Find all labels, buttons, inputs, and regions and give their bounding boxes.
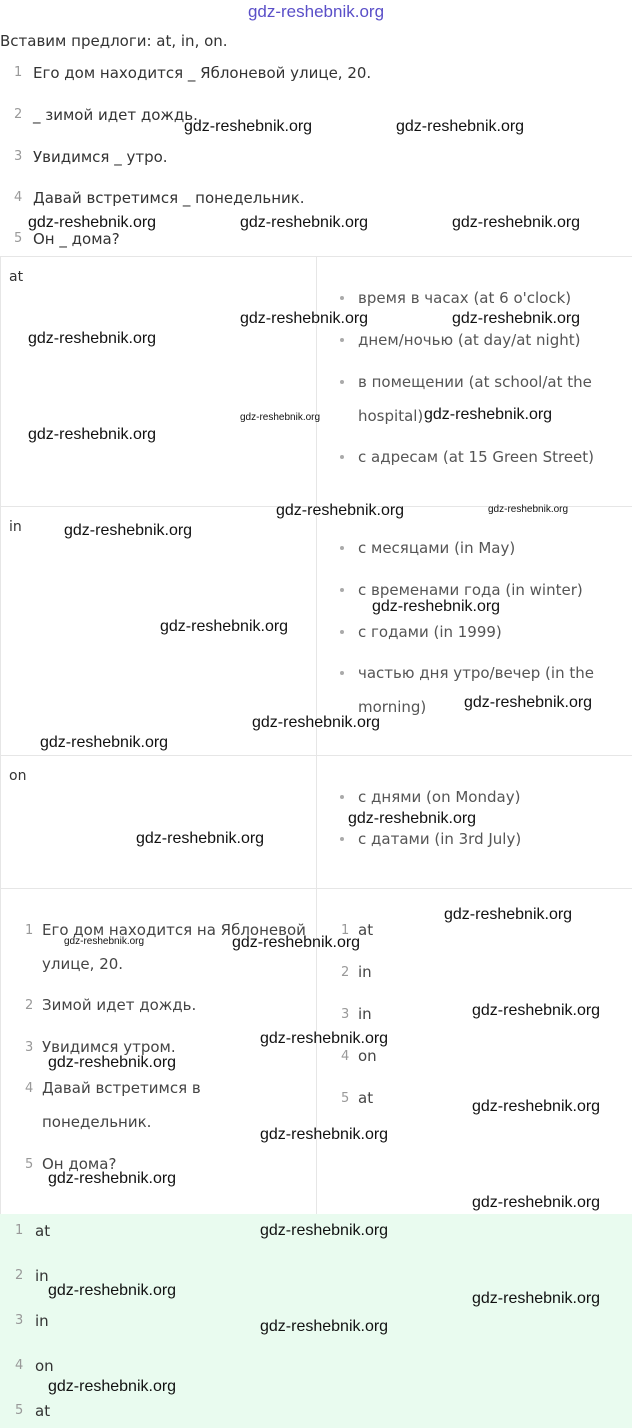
watermark: gdz-reshebnik.org (260, 1126, 389, 1143)
bullet-dot-icon (340, 837, 344, 841)
header-watermark: gdz-reshebnik.org (247, 2, 385, 21)
watermark: gdz-reshebnik.org (160, 618, 289, 635)
question-text: Увидимся _ утро. (33, 148, 168, 166)
bullet-dot-icon (340, 795, 344, 799)
rule-bullet-text: с днями (on Monday) (358, 788, 521, 806)
question-number: 1 (14, 65, 23, 80)
watermark: gdz-reshebnik.org (40, 734, 169, 751)
answer-number: 2 (341, 965, 350, 980)
rule-row-at (1, 256, 632, 506)
final-answer-number: 4 (15, 1358, 24, 1373)
sentence-text: Его дом находится на Яблоневой улице, 20. (42, 921, 306, 973)
question-text: _ зимой идет дождь. (33, 106, 198, 124)
watermark: gdz-reshebnik.org (240, 214, 369, 231)
rule-bullet-text: в помещении (at school/at the hospital) (358, 373, 592, 425)
rule-bullet-text: с месяцами (in May) (358, 539, 516, 557)
watermark: gdz-reshebnik.org (48, 1282, 177, 1299)
question-number: 2 (14, 107, 23, 122)
watermark: gdz-reshebnik.org (28, 426, 157, 443)
rule-bullet-text: с датами (in 3rd July) (358, 830, 522, 848)
final-answer-number: 1 (15, 1223, 24, 1238)
watermark: gdz-reshebnik.org (136, 830, 265, 847)
watermark: gdz-reshebnik.org (452, 214, 581, 231)
answer-text: in (358, 963, 372, 981)
watermark: gdz-reshebnik.org (444, 906, 573, 923)
watermark: gdz-reshebnik.org (472, 1098, 601, 1115)
watermark: gdz-reshebnik.org (64, 522, 193, 539)
watermark: gdz-reshebnik.org (472, 1290, 601, 1307)
watermark: gdz-reshebnik.org (240, 412, 321, 423)
answer-number: 1 (341, 923, 350, 938)
bullet-dot-icon (340, 455, 344, 459)
question-number: 5 (14, 231, 23, 246)
watermark: gdz-reshebnik.org (64, 936, 145, 947)
watermark: gdz-reshebnik.org (260, 1318, 389, 1335)
sentence-text: Зимой идет дождь. (42, 996, 197, 1014)
final-answer-number: 3 (15, 1313, 24, 1328)
sentence-text: Увидимся утром. (42, 1038, 176, 1056)
bullet-dot-icon (340, 546, 344, 550)
watermark: gdz-reshebnik.org (452, 310, 581, 327)
bullet-dot-icon (340, 296, 344, 300)
final-answer-text: in (35, 1267, 49, 1285)
answer-number: 3 (341, 1007, 350, 1022)
question-text: Его дом находится _ Яблоневой улице, 20. (33, 64, 372, 82)
final-answer-number: 5 (15, 1403, 24, 1418)
rule-label: at (9, 269, 24, 285)
watermark: gdz-reshebnik.org (488, 504, 569, 515)
final-answer-number: 2 (15, 1268, 24, 1283)
answer-text: on (358, 1047, 377, 1065)
answer-number: 5 (341, 1091, 350, 1106)
final-answer-text: at (35, 1222, 51, 1240)
rule-row-on (1, 755, 632, 888)
bullet-dot-icon (340, 630, 344, 634)
bullet-dot-icon (340, 588, 344, 592)
question-number: 4 (14, 190, 23, 205)
watermark: gdz-reshebnik.org (232, 934, 361, 951)
rule-label: in (9, 519, 22, 535)
watermark: gdz-reshebnik.org (276, 502, 405, 519)
watermark: gdz-reshebnik.org (252, 714, 381, 731)
watermark: gdz-reshebnik.org (28, 214, 157, 231)
watermark: gdz-reshebnik.org (372, 598, 501, 615)
sentence-number: 1 (25, 923, 34, 938)
watermark: gdz-reshebnik.org (396, 118, 525, 135)
rule-bullet-text: днем/ночью (at day/at night) (358, 331, 581, 349)
rule-bullet-text: с годами (in 1999) (358, 623, 502, 641)
watermark: gdz-reshebnik.org (28, 330, 157, 347)
watermark: gdz-reshebnik.org (48, 1170, 177, 1187)
watermark: gdz-reshebnik.org (48, 1378, 177, 1395)
watermark: gdz-reshebnik.org (240, 310, 369, 327)
watermark: gdz-reshebnik.org (424, 406, 553, 423)
answer-text: at (358, 921, 374, 939)
bullet-dot-icon (340, 380, 344, 384)
rule-bullet-text: с адресам (at 15 Green Street) (358, 448, 595, 466)
question-text: Он _ дома? (33, 230, 120, 248)
watermark: gdz-reshebnik.org (48, 1054, 177, 1071)
final-answer-text: in (35, 1312, 49, 1330)
sentence-text: Он дома? (42, 1155, 117, 1173)
watermark: gdz-reshebnik.org (184, 118, 313, 135)
final-answer-text: on (35, 1357, 54, 1375)
watermark: gdz-reshebnik.org (260, 1030, 389, 1047)
answer-text: at (358, 1089, 374, 1107)
sentence-text: Давай встретимся в понедельник. (42, 1079, 201, 1131)
rule-bullet-text: с временами года (in winter) (358, 581, 583, 599)
answer-number: 4 (341, 1049, 350, 1064)
watermark: gdz-reshebnik.org (472, 1002, 601, 1019)
watermark: gdz-reshebnik.org (472, 1194, 601, 1211)
watermark: gdz-reshebnik.org (348, 810, 477, 827)
rule-label: on (9, 768, 27, 784)
sentence-number: 5 (25, 1157, 34, 1172)
answer-text: in (358, 1005, 372, 1023)
bullet-dot-icon (340, 671, 344, 675)
watermark: gdz-reshebnik.org (260, 1222, 389, 1239)
final-answer-text: at (35, 1402, 51, 1420)
question-number: 3 (14, 149, 23, 164)
rule-bullet-text: время в часах (at 6 o'clock) (358, 289, 572, 307)
question-text: Давай встретимся _ понедельник. (33, 189, 305, 207)
sentence-number: 2 (25, 998, 34, 1013)
bullet-dot-icon (340, 338, 344, 342)
sentence-number: 4 (25, 1081, 34, 1096)
page-title: Вставим предлоги: at, in, on. (0, 32, 228, 50)
watermark: gdz-reshebnik.org (464, 694, 593, 711)
sentence-number: 3 (25, 1040, 34, 1055)
rule-bullet-text: частью дня утро/вечер (in the morning) (358, 664, 594, 716)
